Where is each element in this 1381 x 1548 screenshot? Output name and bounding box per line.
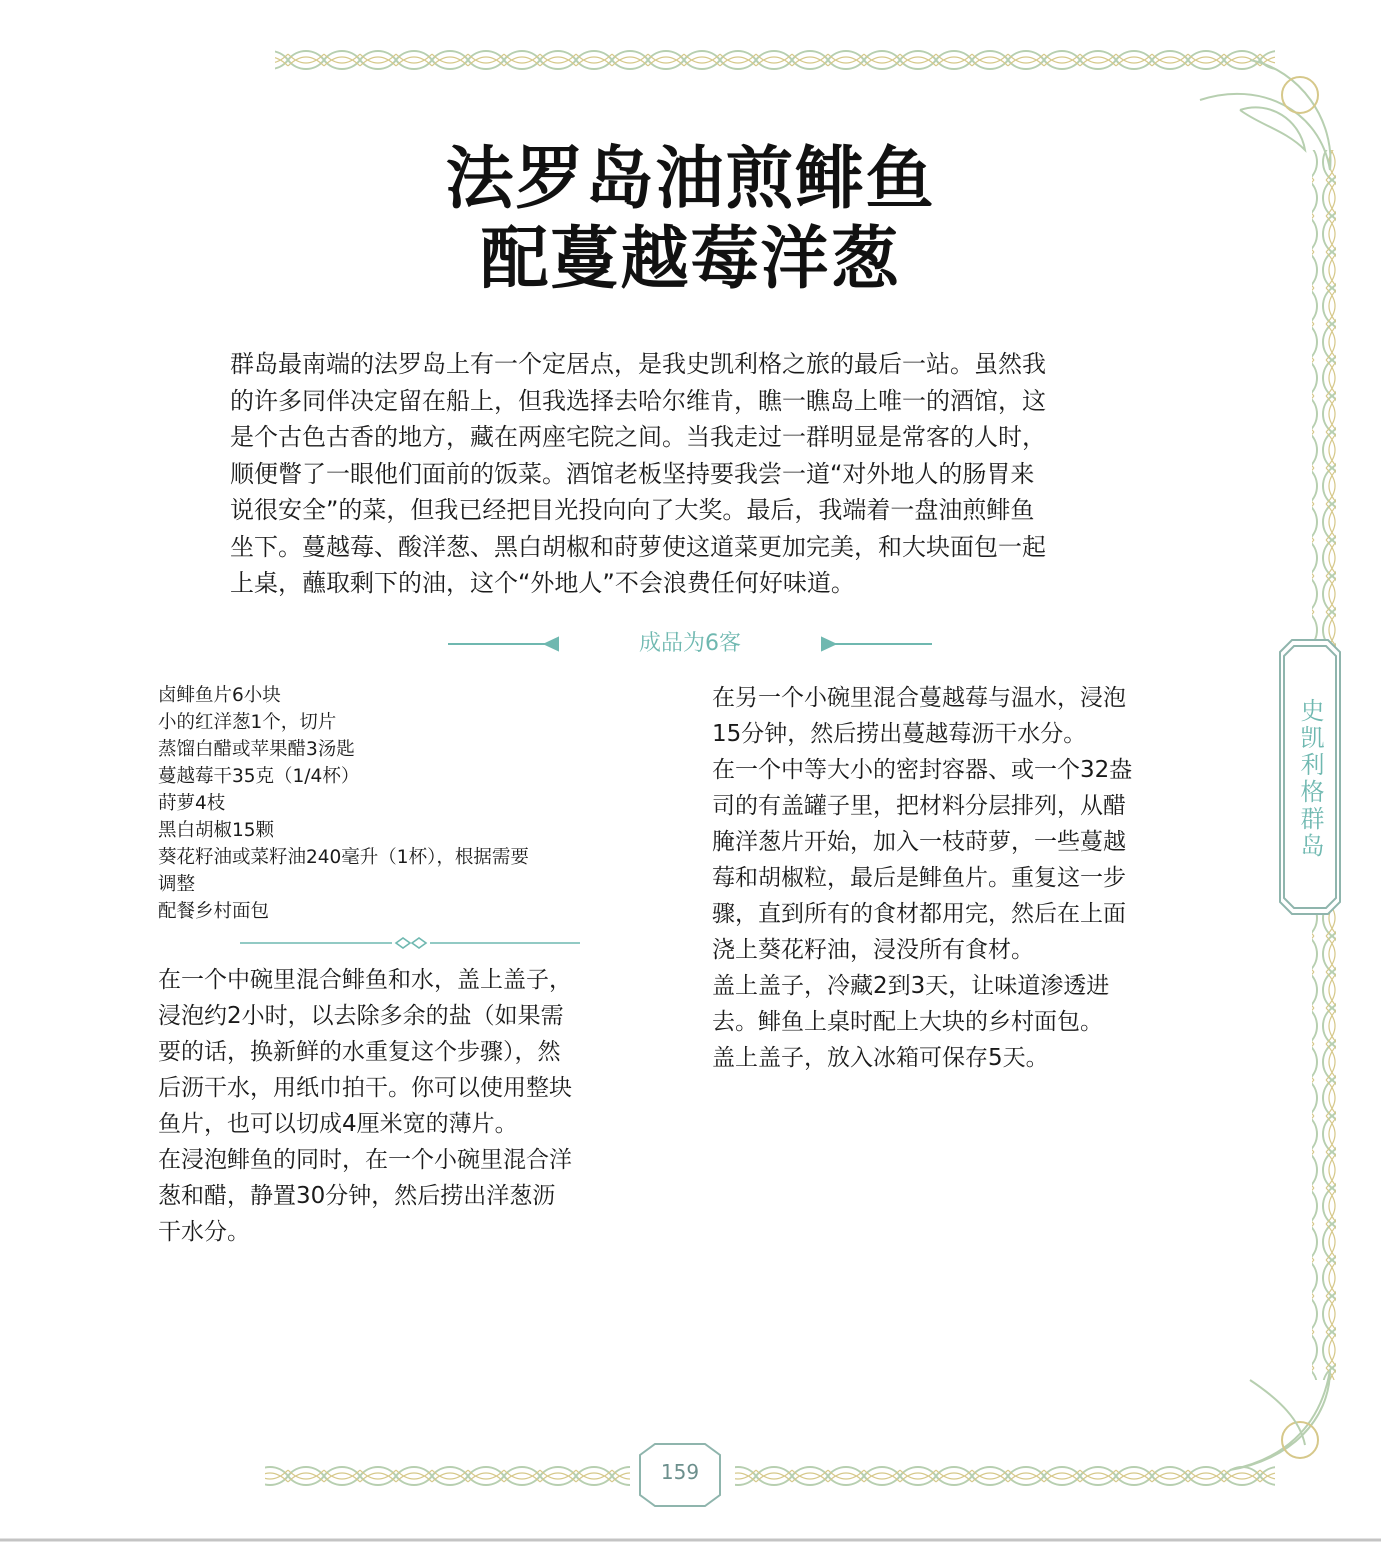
instruction-line: 葱和醋，静置30分钟，然后捞出洋葱沥 [158,1183,556,1209]
instruction-line: 15分钟，然后捞出蔓越莓沥干水分。 [712,721,1087,747]
intro-line: 顺便瞥了一眼他们面前的饭菜。酒馆老板坚持要我尝一道“对外地人的肠胃来 [230,459,1035,488]
ingredient-item: 蔓越莓干35克（1/4杯） [158,766,360,787]
ingredient-item: 配餐乡村面包 [158,901,270,922]
recipe-title-line1: 法罗岛油煎鲱鱼 [445,140,936,219]
instruction-line: 鱼片，也可以切成4厘米宽的薄片。 [158,1111,518,1137]
page-number: 159 [660,1460,700,1484]
instruction-line: 在一个中等大小的密封容器、或一个32盎 [712,757,1133,783]
instruction-line: 浸泡约2小时，以去除多余的盐（如果需 [158,1003,564,1029]
border-bottom-left [265,1462,630,1486]
instruction-line: 浇上葵花籽油，浸没所有食材。 [712,937,1034,963]
servings-label: 成品为6客 [639,631,741,656]
intro-line: 是个古色古香的地方，藏在两座宅院之间。当我走过一群明显是常客的人时， [230,423,1046,451]
ingredients-divider [240,938,580,948]
ingredient-item: 蒸馏白醋或苹果醋3汤匙 [158,739,355,760]
intro-line: 群岛最南端的法罗岛上有一个定居点，是我史凯利格之旅的最后一站。虽然我 [230,350,1046,378]
ingredient-item: 莳萝4枝 [158,793,226,814]
instruction-line: 要的话，换新鲜的水重复这个步骤），然 [158,1039,561,1065]
instruction-line: 司的有盖罐子里，把材料分层排列，从醋 [712,793,1126,819]
instruction-line: 莓和胡椒粒，最后是鲱鱼片。重复这一步 [712,865,1126,891]
ingredient-item: 调整 [158,874,196,895]
instructions-left-column [158,962,648,1250]
chapter-side-tab: 史凯利格群岛 [1296,698,1324,860]
corner-ornament-bottom-right [1230,1370,1330,1470]
border-top [275,46,1275,70]
instruction-line: 盖上盖子，放入冰箱可保存5天。 [712,1045,1049,1071]
border-bottom-right [735,1462,1275,1486]
instruction-line: 后沥干水，用纸巾拍干。你可以使用整块 [158,1075,572,1101]
intro-line: 坐下。蔓越莓、酸洋葱、黑白胡椒和莳萝使这道菜更加完美，和大块面包一起 [230,532,1046,561]
instruction-line: 去。鲱鱼上桌时配上大块的乡村面包。 [712,1009,1103,1035]
instruction-line: 在浸泡鲱鱼的同时，在一个小碗里混合洋 [158,1147,572,1173]
ingredient-item: 葵花籽油或菜籽油240毫升（1杯），根据需要 [158,847,529,868]
ingredients-list [158,682,648,925]
instruction-line: 在一个中碗里混合鲱鱼和水，盖上盖子， [158,967,572,993]
ingredient-item: 卤鲱鱼片6小块 [158,685,281,706]
ingredient-item: 小的红洋葱1个，切片 [158,712,337,733]
instruction-line: 盖上盖子，冷藏2到3天，让味道渗透进 [712,973,1110,999]
instructions-right-column [712,680,1202,1076]
instruction-line: 腌洋葱片开始，加入一枝莳萝，一些蔓越 [712,829,1126,855]
ingredient-item: 黑白胡椒15颗 [158,820,275,841]
recipe-title-line2: 配蔓越莓洋葱 [480,220,901,299]
intro-line: 说很安全”的菜，但我已经把目光投向向了大奖。最后，我端着一盘油煎鲱鱼 [230,496,1035,524]
intro-paragraph [230,346,1160,602]
intro-line: 的许多同伴决定留在船上，但我选择去哈尔维肯，瞧一瞧岛上唯一的酒馆，这 [230,386,1046,415]
instruction-line: 骤，直到所有的食材都用完，然后在上面 [712,901,1126,927]
intro-line: 上桌，蘸取剩下的油，这个“外地人”不会浪费任何好味道。 [230,569,855,597]
instruction-line: 在另一个小碗里混合蔓越莓与温水，浸泡 [712,685,1126,711]
instruction-line: 干水分。 [158,1219,250,1245]
